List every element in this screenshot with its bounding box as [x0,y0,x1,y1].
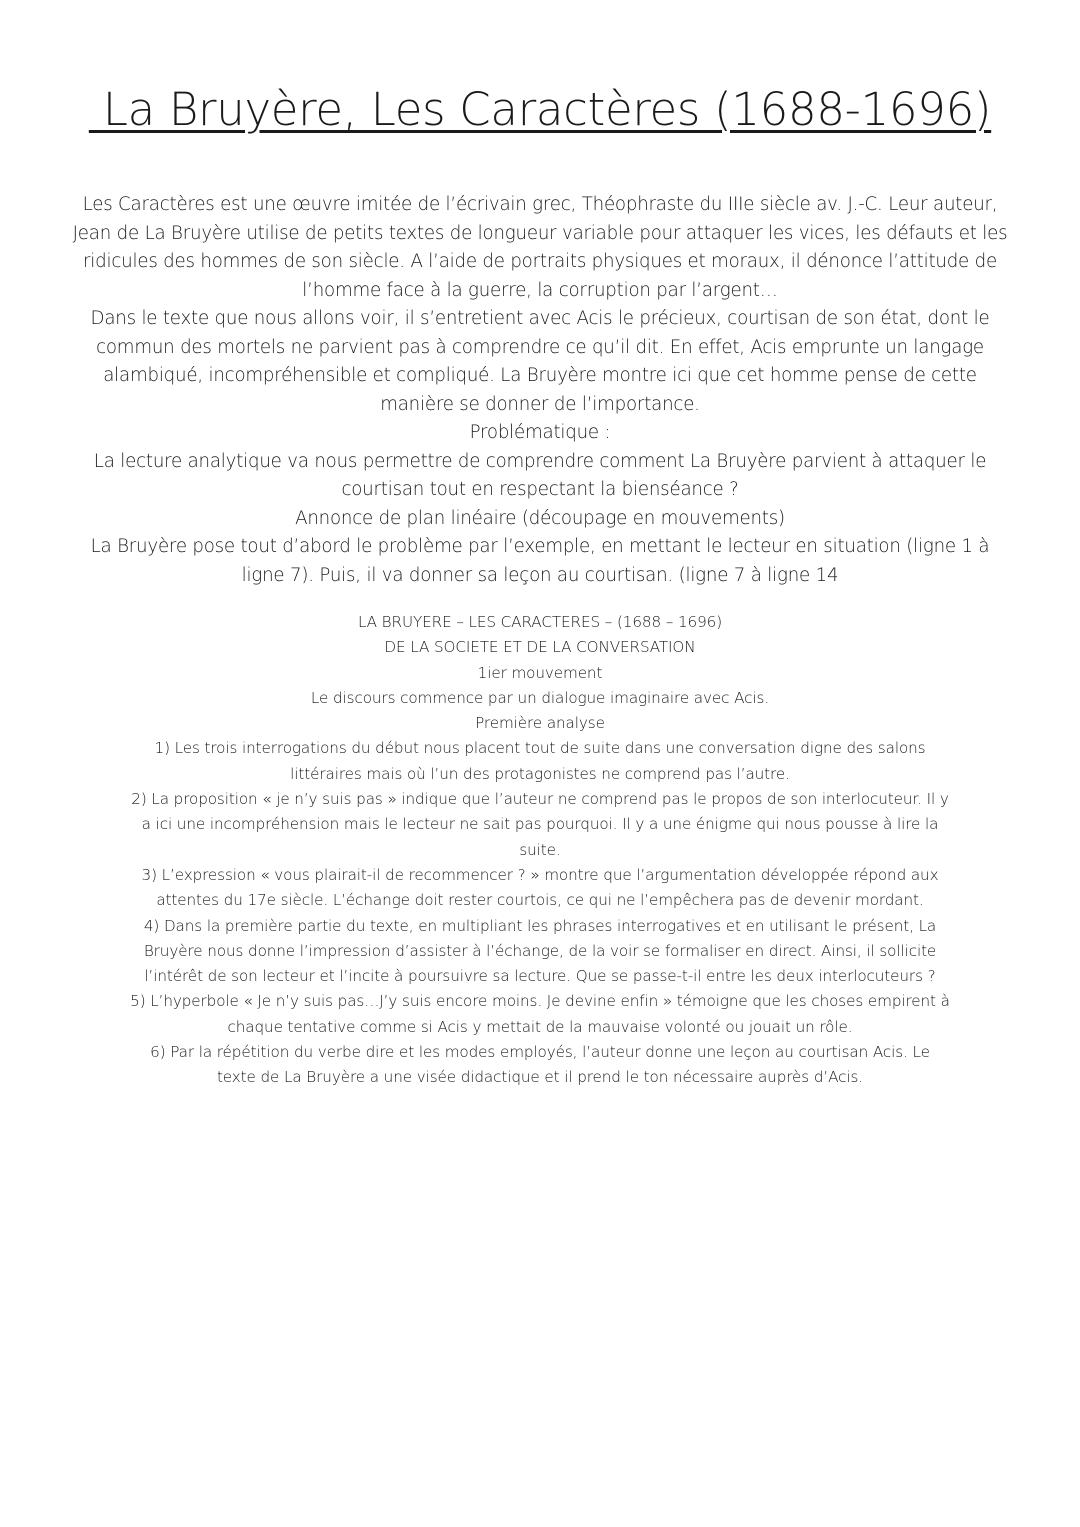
analysis-section [130,610,950,1091]
analysis-header: LA BRUYERE – LES CARACTERES – (1688 – 1696) [357,613,723,631]
movement-label: 1ier mouvement [477,663,603,682]
analysis-point-6: 6) Par la répétition du verbe dire et les modes employés, l’auteur donne une leçon au courtisan Acis. Le texte de La Bruyère a une visée didactique et il prend le ton nécessaire auprès d’Acis. [150,1043,930,1087]
analysis-point-2: 2) La proposition « je n’y suis pas » indique que l’auteur ne comprend pas le propos de son interlocuteur. Il y a ici une incompréhension mais le lecteur ne sait pas pourquoi. Il y a une énigme qui nous pousse à lire la suite. [131,790,949,859]
analysis-label: Première analyse [475,714,605,733]
intro-paragraph-context: Les Caractères est une œuvre imitée de l’écrivain grec, Théophraste du IIIe siècle av. J.-C. Leur auteur, Jean de La Bruyère utilise de petits textes de longueur variable pour attaquer les vices, les défauts et les ridicules des hommes de son siècle. A l’aide de portraits physiques et moraux, il dénonce l’attitude de l’homme face à la guerre, la corruption par l’argent… [72,194,1008,301]
movement-summary: Le discours commence par un dialogue imaginaire avec Acis. [310,688,770,707]
plan-announcement-text: La Bruyère pose tout d’abord le problème par l’exemple, en mettant le lecteur en situation (ligne 1 à ligne 7). Puis, il va donner sa leçon au courtisan. (ligne 7 à ligne 14 [90,536,990,586]
analysis-subheader: DE LA SOCIETE ET DE LA CONVERSATION [384,638,696,657]
analysis-point-3: 3) L’expression « vous plairait-il de recommencer ? » montre que l’argumentation développée répond aux attentes du 17e siècle. L’échange doit rester courtois, ce qui ne l’empêchera pas de devenir mordant. [141,865,939,910]
problematique-label: Problématique : [469,422,611,443]
analysis-point-5: 5) L’hyperbole « Je n’y suis pas…J’y suis encore moins. Je devine enfin » témoigne que les choses empirent à chaque tentative comme si Acis y mettait de la mauvaise volonté ou jouait un rôle. [130,992,950,1036]
analysis-point-4: 4) Dans la première partie du texte, en multipliant les phrases interrogatives et en utilisant le présent, La Bruyère nous donne l’impression d’assister à l’échange, de la voir se formaliser en direct. Ainsi, il sollicite l’intérêt de son lecteur et l’incite à poursuivre sa lecture. Que se passe-t-il entre les deux interlocuteurs ? [143,916,937,986]
problematique-question: La lecture analytique va nous permettre de comprendre comment La Bruyère parvient à attaquer le courtisan tout en respectant la bienséance ? [93,450,987,500]
document-title [0,80,1080,140]
analysis-point-1: 1) Les trois interrogations du début nous placent tout de suite dans une conversation digne des salons littéraires mais où l’un des protagonistes ne comprend pas l’autre. [154,739,926,783]
document-title-text: La Bruyère, Les Caractères (1688-1696) [88,83,992,136]
plan-announcement-label: Annonce de plan linéaire (découpage en mouvements) [295,507,785,529]
intro-paragraph-text-presentation: Dans le texte que nous allons voir, il s’entretient avec Acis le précieux, courtisan de son état, dont le commun des mortels ne parvient pas à comprendre ce qu’il dit. En effet, Acis emprunte un langage alambiqué, incompréhensible et compliqué. La Bruyère montre ici que cet homme pense de cette manière se donner de l’importance. [90,308,990,415]
introduction-section [70,191,1010,590]
